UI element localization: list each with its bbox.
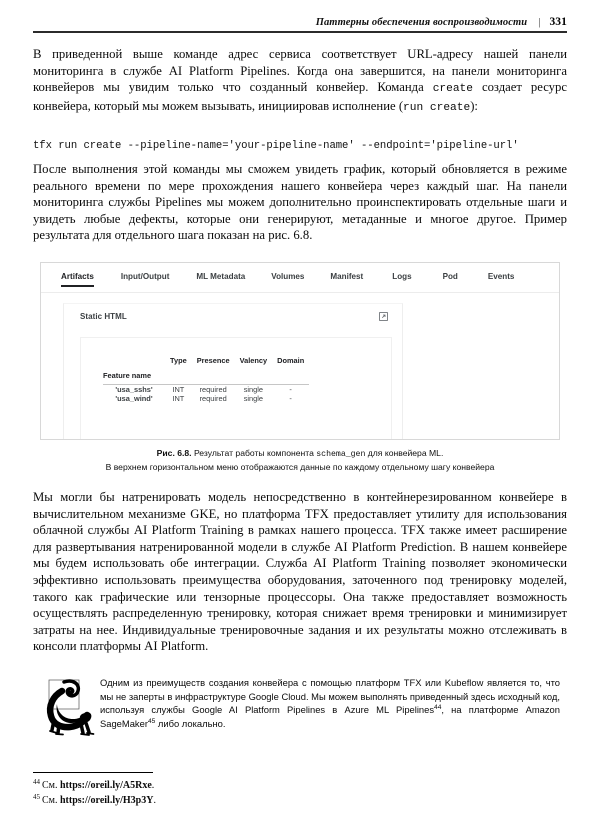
paragraph-3: Мы могли бы натренировать модель непосредственно в контейнерезированном конвейере в вычислительном механизме GKE, но платформа TFX предоставляет утилиту для использования облачной службы AI Platform Training в рамках нашего процесса. TFX также имеет расширение для развертывания натренированной модели в службе AI Platform Prediction. В нашем конвейере мы будем использовать обе интеграции. Служба AI Platform Training позволяет экономически эффективно использовать преимущества оборудования, заточенного под тренировку моделей, такого как графические или тензорные процессоры. Она также предоставляет возможность осуществлять распределенную тренировку, которая снижает время тренировки и минимизирует затраты на нее. Индивидуальные тренировочные задания и их результаты можно отслеживать в консоли платформы AI Platform.: [33, 490, 567, 654]
table-corner-cell: [103, 356, 165, 369]
tab-input-output[interactable]: Input/Output: [120, 272, 170, 281]
external-link-icon[interactable]: [379, 312, 388, 321]
footnote-url[interactable]: https://oreil.ly/H3p3Y: [60, 795, 154, 806]
artifact-panel: [63, 303, 403, 439]
paragraph-1-text-c: ):: [470, 98, 478, 113]
tip-note-text: [100, 676, 560, 730]
figure-caption-label: Рис. 6.8.: [156, 448, 192, 458]
column-header-presence: Presence: [196, 356, 230, 365]
column-header-type: Type: [170, 356, 187, 365]
code-block: tfx run create --pipeline-name='your-pipeline-name' --endpoint='pipeline-url': [33, 140, 519, 152]
footnote-item: [33, 778, 433, 793]
table-header-row: [103, 356, 309, 369]
row-domain: -: [289, 384, 292, 394]
paragraph-1-text-b: создает ресурс конвейера, который мы можем вызывать, инициировав исполнение (: [33, 80, 567, 113]
tab-pod[interactable]: Pod: [442, 272, 458, 281]
footnote-number: 45: [33, 792, 40, 801]
row-type: INT: [172, 384, 185, 394]
figure-caption-text-a: Результат работы компонента: [191, 448, 317, 458]
tab-artifacts[interactable]: Artifacts: [61, 263, 94, 287]
figure-caption: [33, 447, 567, 474]
pipelines-screenshot: [40, 262, 560, 440]
code-block-wrap: [33, 139, 567, 153]
tip-text-c: либо локально.: [155, 717, 226, 729]
figure-caption-line-1: [33, 447, 567, 461]
table-row: [103, 384, 309, 394]
header-rule: [33, 31, 567, 33]
table-rowheader-row: [103, 369, 309, 383]
feature-name-cell: [103, 369, 309, 383]
paragraph-3-block: [33, 489, 567, 655]
running-header: [33, 16, 567, 28]
artifact-panel-header: [64, 304, 402, 329]
monkey-icon: [44, 676, 100, 738]
row-valency: single: [243, 393, 263, 403]
inline-code-run-create: run create: [403, 101, 471, 114]
row-domain: -: [289, 393, 292, 403]
figure-caption-line-2: В верхнем горизонтальном меню отображаются данные по каждому отдельному шагу конвейера: [105, 462, 495, 473]
running-header-title: Паттерны обеспечения воспроизводимости: [315, 17, 528, 28]
paragraph-2-block: [33, 161, 567, 244]
figure-tabbar: [41, 263, 559, 293]
row-presence: required: [199, 384, 227, 394]
footnote-rule: [33, 772, 153, 773]
tab-ml-metadata[interactable]: ML Metadata: [196, 272, 246, 281]
tab-logs[interactable]: Logs: [392, 272, 412, 281]
paragraph-2: После выполнения этой команды мы сможем увидеть график, который обновляется в режиме реального времени по мере прохождения нашего конвейера через каждый шаг. На панели мониторинга службы Pipelines мы можем дополнительно проинспектировать отдельные шаги и увидеть любые дефекты, которые они генерируют, метаданные и многое другое. Пример результата для отдельного шага показан на рис. 6.8.: [33, 162, 567, 243]
footnote-ref-45[interactable]: 45: [147, 717, 156, 725]
column-header-domain: Domain: [277, 356, 305, 365]
tab-events[interactable]: Events: [487, 272, 515, 281]
footnote-prefix: См.: [42, 780, 60, 791]
static-html-card: [80, 337, 392, 439]
running-header-separator: |: [538, 17, 541, 28]
footnote-ref-44[interactable]: 44: [434, 704, 442, 712]
tip-text-b: , на платформе Amazon SageMaker: [100, 704, 560, 729]
row-presence: required: [199, 393, 227, 403]
schema-feature-table: [103, 356, 309, 403]
footnote-url[interactable]: https://oreil.ly/A5Rxe: [60, 780, 152, 791]
row-type: INT: [172, 393, 185, 403]
footnote-number: 44: [33, 777, 40, 786]
figure-6-8: [40, 262, 560, 440]
page-number: 331: [549, 16, 567, 28]
feature-name-label: Feature name: [103, 371, 152, 380]
tab-volumes[interactable]: Volumes: [271, 272, 305, 281]
inline-code-create: create: [432, 83, 473, 96]
column-header-valency: Valency: [239, 356, 268, 365]
paragraph-1: [33, 46, 567, 116]
row-feature-name: 'usa_wind': [115, 393, 153, 403]
footnote-prefix: См.: [42, 795, 60, 806]
row-feature-name: 'usa_sshs': [115, 384, 153, 394]
footnote-suffix: .: [151, 780, 155, 791]
paragraph-1-text-a: В приведенной выше команде адрес сервиса соответствует URL-адресу нашей панели мониторинга в службе AI Platform Pipelines. Когда она завершится, на панели мониторинга конвейеров мы увидим только что созданный конвейер. Команда: [33, 47, 567, 95]
row-valency: single: [243, 384, 263, 394]
table-row: [103, 394, 309, 403]
footnote-item: [33, 793, 433, 808]
figure-caption-text-b: для конвейера ML.: [365, 448, 444, 458]
tip-note: [44, 676, 560, 738]
paragraph-1-block: [33, 46, 567, 116]
tab-manifest[interactable]: Manifest: [330, 272, 364, 281]
footnote-suffix: .: [153, 795, 156, 806]
tip-text-a: Одним из преимуществ создания конвейера с помощью платформ TFX или Kubeflow является то, что мы не заперты в инфраструктуре Google Cloud. Мы можем выполнять приведенный здесь исходный код, используя службы Google AI Platform Pipelines в Azure ML Pipelines: [100, 677, 560, 716]
figure-caption-code: schema_gen: [316, 450, 366, 459]
artifact-panel-title: Static HTML: [80, 312, 127, 321]
footnotes: [33, 778, 433, 808]
